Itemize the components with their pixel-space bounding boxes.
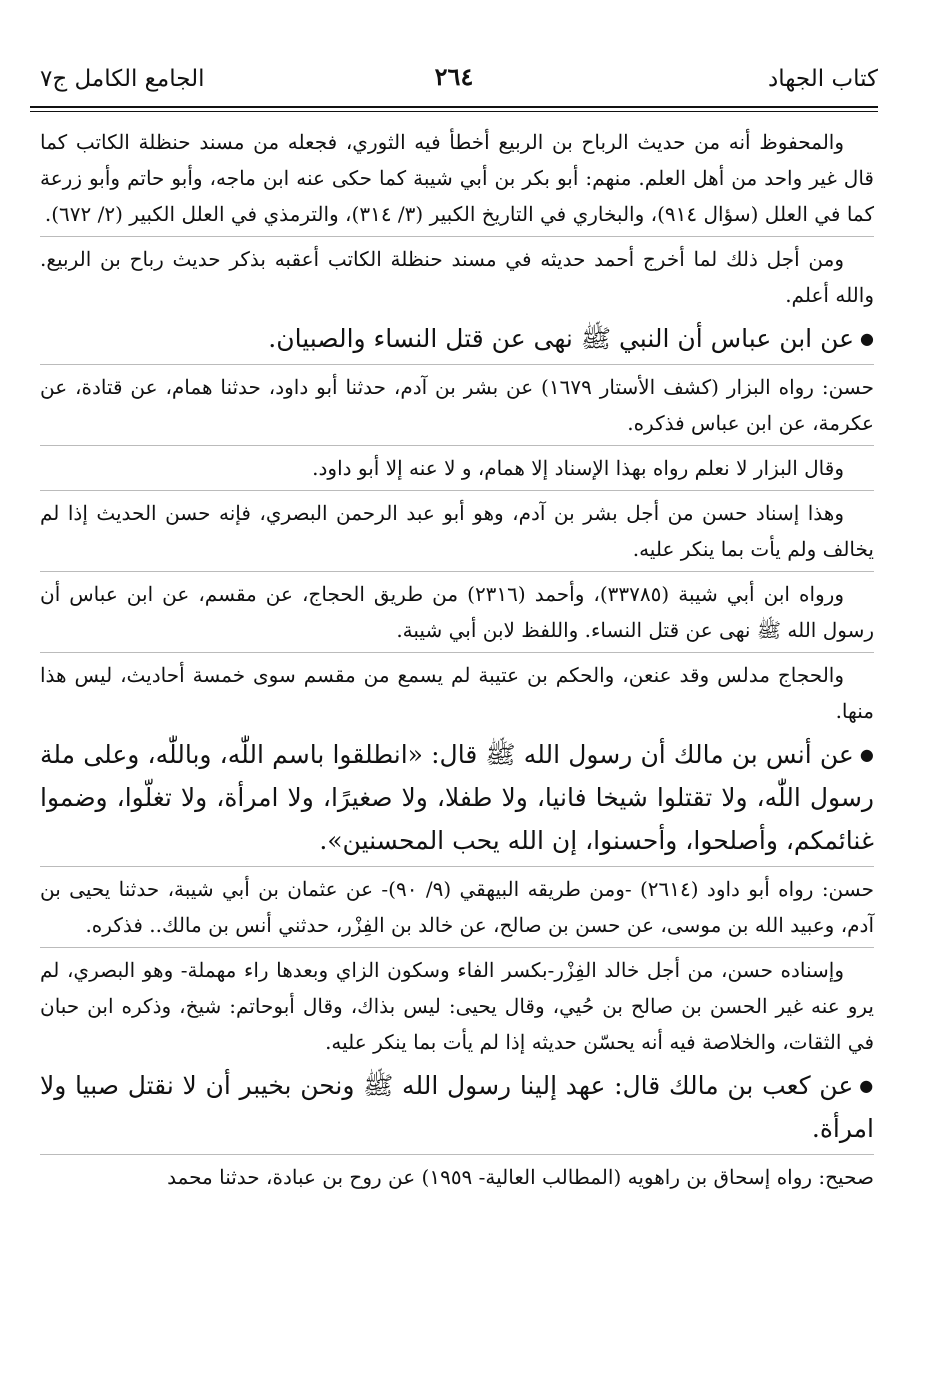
book-title: كتاب الجهاد bbox=[768, 66, 878, 92]
bullet-icon: ● bbox=[860, 329, 874, 348]
commentary-paragraph: والحجاج مدلس وقد عنعن، والحكم بن عتيبة لم يسمع من مقسم سوى خمسة أحاديث، ليس هذا منها. bbox=[40, 663, 874, 723]
page-body bbox=[40, 124, 874, 1195]
paragraph-divider bbox=[40, 490, 874, 491]
page-header bbox=[30, 60, 878, 100]
paragraph-divider bbox=[40, 947, 874, 948]
page-number: ٢٦٤ bbox=[434, 62, 474, 91]
paragraph-divider bbox=[40, 445, 874, 446]
paragraph-divider bbox=[40, 364, 874, 365]
commentary-paragraph: وقال البزار لا نعلم رواه بهذا الإسناد إلا همام، و لا عنه إلا أبو داود. bbox=[312, 456, 844, 480]
commentary-paragraph: ورواه ابن أبي شيبة (٣٣٧٨٥)، وأحمد (٢٣١٦) من طريق الحجاج، عن مقسم، عن ابن عباس أن رسول الله ﷺ نهى عن قتل النساء. واللفظ لابن أبي شيبة. bbox=[40, 582, 874, 642]
header-rule-thick bbox=[30, 106, 878, 108]
grading-paragraph: حسن: رواه أبو داود (٢٦١٤) -ومن طريقه البيهقي (٩/ ٩٠)- عن عثمان بن أبي شيبة، حدثنا يحيى بن آدم، وعبيد الله بن موسى، عن حسن بن صالح، عن خالد بن الفِزْر، حدثني أنس بن مالك.. فذكره. bbox=[40, 877, 874, 937]
paragraph-divider bbox=[40, 1154, 874, 1155]
commentary-paragraph: والمحفوظ أنه من حديث الرباح بن الربيع أخطأ فيه الثوري، فجعله من مسند حنظلة الكاتب كما قال غير واحد من أهل العلم. منهم: أبو بكر بن أبي شيبة كما حكى عنه ابن ماجه، وأبو حاتم وأبو زرعة كما في العلل (سؤال ٩١٤)، والبخاري في التاريخ الكبير (٣/ ٣١٤)، والترمذي في العلل الكبير (٢/ ٦٧٢). bbox=[40, 130, 874, 226]
paragraph-divider bbox=[40, 236, 874, 237]
commentary-paragraph: وإسناده حسن، من أجل خالد الفِزْر-بكسر الفاء وسكون الزاي وبعدها راء مهملة- وهو البصري، لم يرو عنه غير الحسن بن صالح بن حُيي، وقال يحيى: ليس بذاك، وقال أبوحاتم: شيخ، وذكره ابن حبان في الثقات، والخلاصة فيه أنه يحسّن حديثه إذا لم يأت بما ينكر عليه. bbox=[40, 958, 874, 1054]
hadith-text bbox=[40, 1064, 874, 1150]
commentary-paragraph: وهذا إسناد حسن من أجل بشر بن آدم، وهو أبو عبد الرحمن البصري، فإنه حسن الحديث إذا لم يخالف ولم يأت بما ينكر عليه. bbox=[40, 501, 874, 561]
hadith-text-content: عن كعب بن مالك قال: عهد إلينا رسول الله ﷺ ونحن بخيبر أن لا نقتل صبيا ولا امرأة. bbox=[40, 1071, 874, 1143]
bullet-icon: ● bbox=[859, 1076, 874, 1095]
hadith-text-content: عن أنس بن مالك أن رسول الله ﷺ قال: «انطلقوا باسم اللّٰه، وباللّٰه، وعلى ملة رسول اللّٰه، ولا تقتلوا شيخا فانيا، ولا طفلا، ولا صغيرًا، ولا امرأة، ولا تغلّوا، وضموا غنائمكم، وأصلحوا، وأحسنوا، إن الله يحب المحسنين». bbox=[40, 740, 874, 855]
hadith-text bbox=[40, 733, 874, 862]
paragraph-divider bbox=[40, 866, 874, 867]
volume-title: الجامع الكامل ج٧ bbox=[40, 66, 205, 92]
bullet-icon: ● bbox=[859, 745, 874, 764]
hadith-text-content: عن ابن عباس أن النبي ﷺ نهى عن قتل النساء والصبيان. bbox=[268, 324, 855, 353]
hadith-text bbox=[40, 317, 874, 360]
commentary-paragraph: ومن أجل ذلك لما أخرج أحمد حديثه في مسند حنظلة الكاتب أعقبه بذكر حديث رباح بن الربيع. والله أعلم. bbox=[40, 247, 874, 307]
paragraph-divider bbox=[40, 571, 874, 572]
grading-paragraph: حسن: رواه البزار (كشف الأستار ١٦٧٩) عن بشر بن آدم، حدثنا أبو داود، حدثنا همام، عن قتادة، عن عكرمة، عن ابن عباس فذكره. bbox=[40, 375, 874, 435]
grading-paragraph: صحيح: رواه إسحاق بن راهويه (المطالب العالية- ١٩٥٩) عن روح بن عبادة، حدثنا محمد bbox=[167, 1165, 874, 1189]
paragraph-divider bbox=[40, 652, 874, 653]
header-rule-thin bbox=[30, 111, 878, 112]
